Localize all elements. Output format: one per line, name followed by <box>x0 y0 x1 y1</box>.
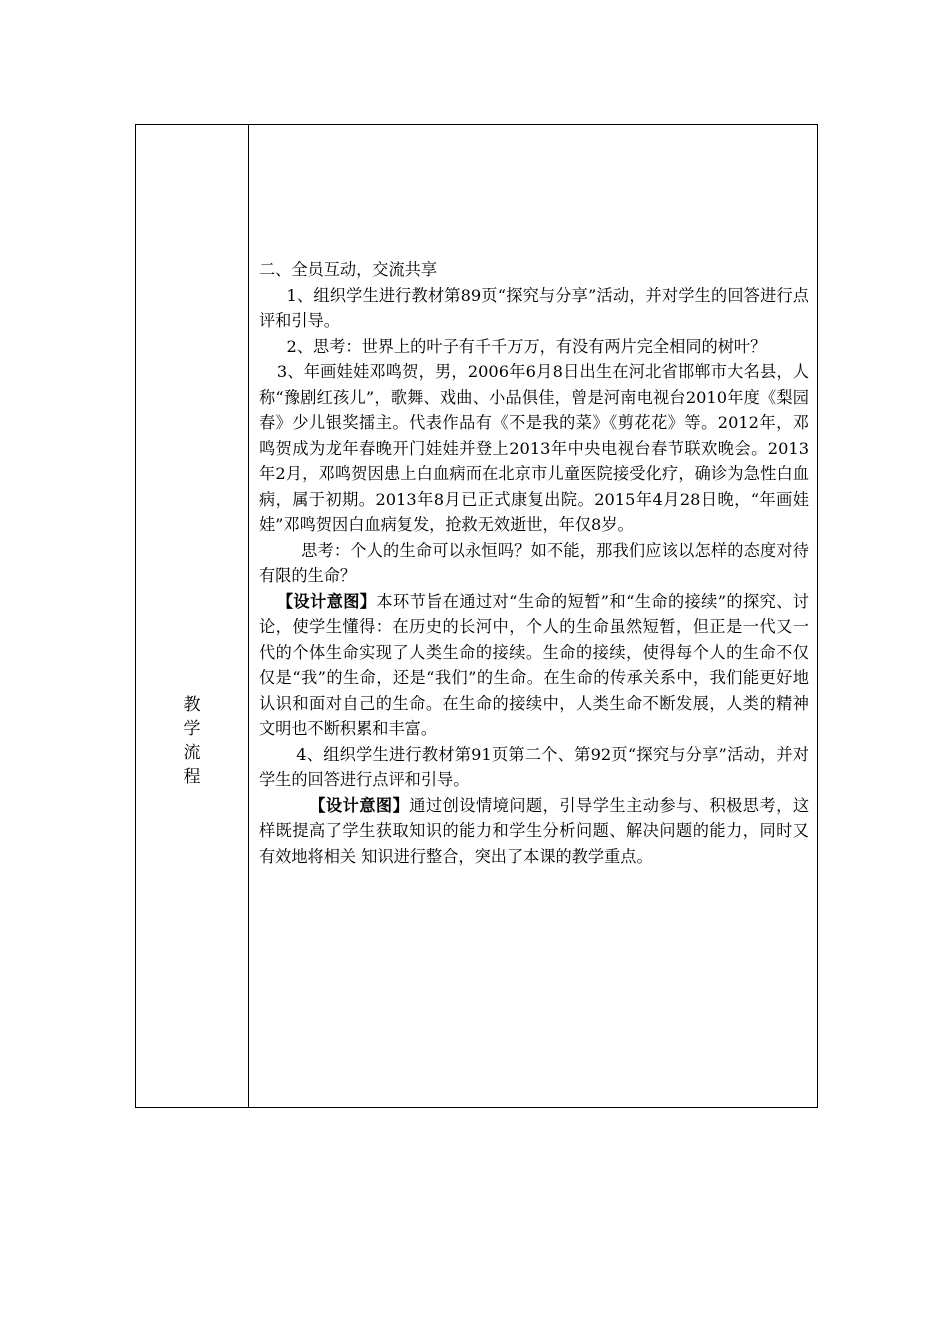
section-label-char: 程 <box>183 767 201 787</box>
section-label-char: 学 <box>183 719 201 739</box>
design-intent-2 <box>259 793 809 870</box>
think-question: 思考：个人的生命可以永恒吗？如不能，那我们应该以怎样的态度对待有限的生命？ <box>259 540 809 585</box>
content-cell <box>249 125 817 1107</box>
section-label-char: 教 <box>183 695 201 715</box>
design-intent-label: 【设计意图】 <box>309 795 410 815</box>
lesson-plan-table <box>135 124 818 1108</box>
content-body <box>259 257 809 869</box>
activity-item-3: 3、年画娃娃邓鸣贺，男，2006年6月8日出生在河北省邯郸市大名县，人称“豫剧红孩儿”，歌舞、戏曲、小品俱佳，曾是河南电视台2010年度《梨园春》少儿银奖擂主。代表作品有《不是我的菜》《剪花花》等。2012年，邓鸣贺成为龙年春晚开门娃娃并登上2013年中央电视台春节联欢晚会。2013年2月，邓鸣贺因患上白血病而在北京市儿童医院接受化疗，确诊为急性白血病，属于初期。2013年8月已正式康复出院。2015年4月28日晚，“年画娃娃”邓鸣贺因白血病复发，抢救无效逝世，年仅8岁。 <box>259 362 809 534</box>
design-intent-1 <box>259 589 809 742</box>
section-label-char: 流 <box>183 743 201 763</box>
activity-item-4: 4、组织学生进行教材第91页第二个、第92页“探究与分享”活动，并对学生的回答进行点评和引导。 <box>259 744 809 789</box>
design-intent-label: 【设计意图】 <box>276 591 377 611</box>
section-label-cell <box>136 125 249 1107</box>
design-intent-text: 本环节旨在通过对“生命的短暂”和“生命的接续”的探究、讨论，使学生懂得：在历史的长河中，个人的生命虽然短暂，但正是一代又一代的个体生命实现了人类生命的接续。生命的接续，使得每个人的生命不仅仅是“我”的生命，还是“我们”的生命。在生命的传承关系中，我们能更好地认识和面对自己的生命。在生命的接续中，人类生命不断发展，人类的精神文明也不断积累和丰富。 <box>259 591 809 738</box>
design-intent-text: 通过创设情境问题，引导学生主动参与、积极思考，这样既提高了学生获取知识的能力和学生分析问题、解决问题的能力，同时又有效地将相关 知识进行整合，突出了本课的教学重点。 <box>259 795 810 866</box>
section-heading: 二、全员互动，交流共享 <box>259 260 438 279</box>
activity-item-1: 1、组织学生进行教材第89页“探究与分享”活动，并对学生的回答进行点评和引导。 <box>259 285 809 330</box>
section-label <box>136 693 248 789</box>
activity-item-2: 2、思考：世界上的叶子有千千万万，有没有两片完全相同的树叶？ <box>286 336 767 356</box>
